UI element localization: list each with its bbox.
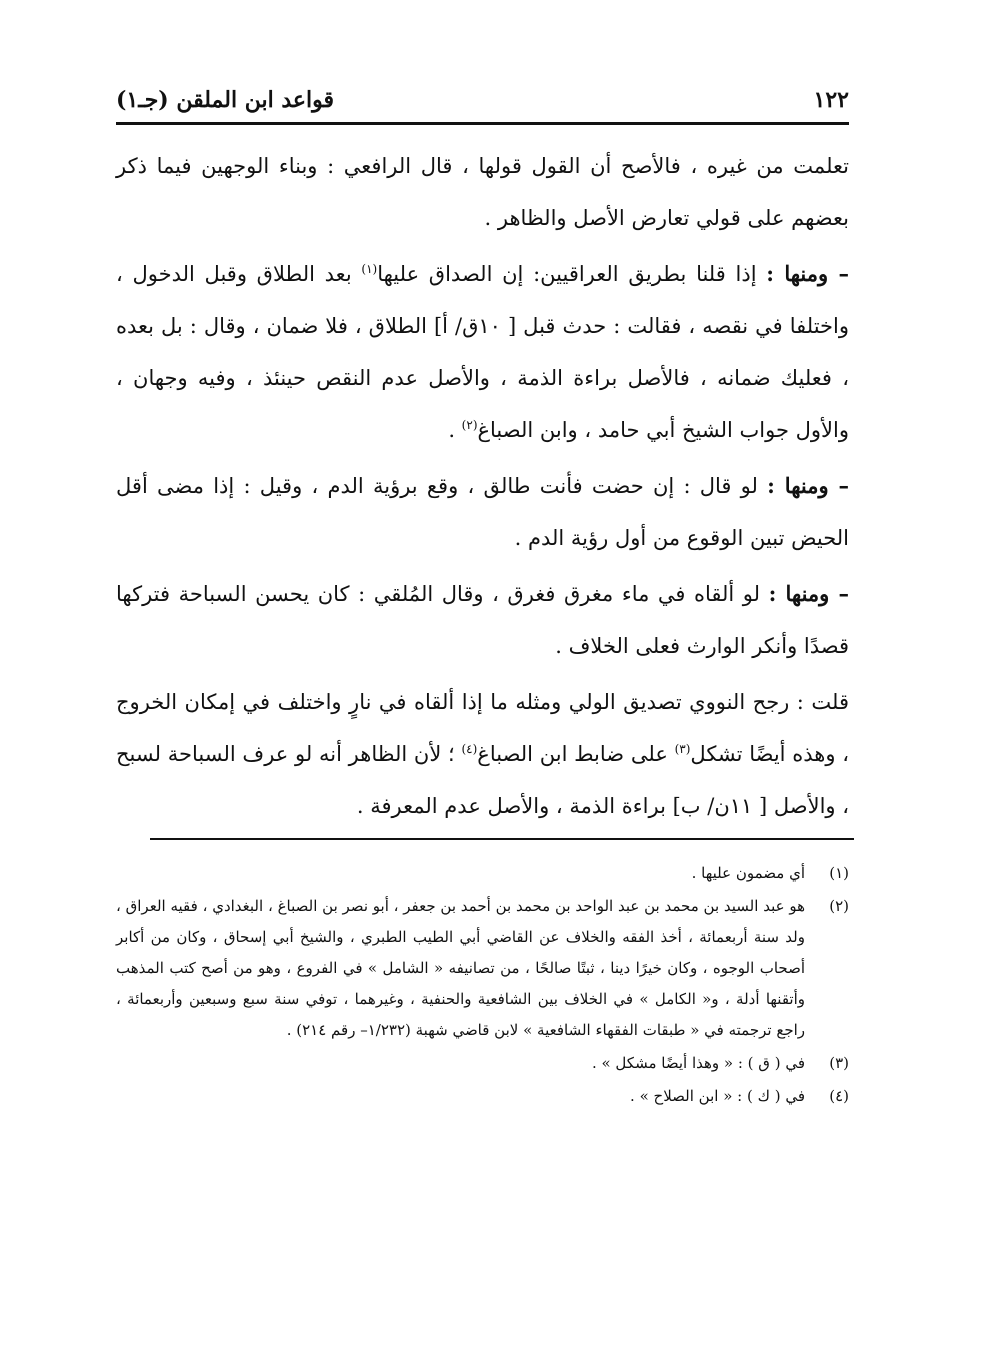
- footnote-2-number: (٢): [829, 897, 849, 915]
- paragraph-4-text: لو ألقاه في ماء مغرق فغرق ، وقال المُلقي : كان يحسن السباحة فتركها قصدًا وأنكر الوارث فعلى الخلاف .: [116, 582, 849, 658]
- paragraph-2-lead: – ومنها :: [766, 261, 849, 286]
- paragraph-2: [116, 248, 849, 456]
- footnote-4-number: (٤): [829, 1087, 849, 1105]
- paragraph-5: [116, 676, 849, 832]
- footnote-4: [116, 1081, 849, 1112]
- book-title: قواعد ابن الملقن (جـ١): [116, 87, 335, 113]
- paragraph-5-text-b: على ضابط ابن الصباغ: [477, 742, 675, 766]
- footnote-2-text: هو عبد السيد بن محمد بن عبد الواحد بن محمد بن أحمد بن جعفر ، أبو نصر بن الصباغ ، البغدادي ، فقيه العراق ، ولد سنة أربعمائة ، أخذ الفقه والخلاف عن القاضي أبي الطيب الطبري ، والشيخ أبي إسحاق ، وكان من أكابر أصحاب الوجوه ، وكان خيرًا دينا ، ثبتًا صالحًا ، من تصانيفه « الشامل » في الفروع ، وهو من أصح كتب المذهب وأتقنها أدلة ، و« الكامل » في الخلاف بين الشافعية والحنفية ، وغيرهما ، توفي سنة سبع وسبعين وأربعمائة ، راجع ترجمته في « طبقات الفقهاء الشافعية » لابن قاضي شهبة (١/٢٣٢– رقم ٢١٤) .: [116, 897, 805, 1039]
- footnote-3: [116, 1048, 849, 1079]
- paragraph-5-text-c: ؛ لأن الظاهر أنه لو عرف السباحة لسبح ، والأصل [ ١١ن/ ب] براءة الذمة ، والأصل عدم المعرفة .: [116, 742, 849, 818]
- footnote-3-text: في ( ق ) : « وهذا أيضًا مشكل » .: [591, 1054, 805, 1072]
- footnote-ref-3: (٣): [674, 742, 691, 756]
- footnote-separator: [150, 838, 854, 840]
- footnote-1-text: أي مضمون عليها .: [691, 864, 805, 882]
- footnote-ref-1: (١): [361, 262, 378, 276]
- footnote-2: [116, 891, 849, 1046]
- paragraph-4: [116, 568, 849, 672]
- footnotes: [116, 858, 849, 1114]
- footnote-ref-4: (٤): [461, 742, 478, 756]
- footnote-ref-2: (٢): [461, 418, 478, 432]
- paragraph-2-text-c: .: [448, 418, 462, 442]
- paragraph-3: [116, 460, 849, 564]
- paragraph-3-text: لو قال : إن حضت فأنت طالق ، وقع برؤية الدم ، وقيل : إذا مضى أقل الحيض تبين الوقوع من أول رؤية الدم .: [116, 474, 849, 550]
- main-text: [116, 140, 849, 836]
- paragraph-4-lead: – ومنها :: [768, 581, 849, 606]
- header-rule: [116, 122, 849, 125]
- paragraph-2-text-a: إذا قلنا بطريق العراقيين: إن الصداق عليها: [377, 262, 767, 286]
- page-number: ١٢٢: [813, 87, 849, 113]
- footnote-1: [116, 858, 849, 889]
- paragraph-3-lead: – ومنها :: [767, 473, 849, 498]
- running-header: [116, 82, 849, 118]
- paragraph-2-text-b: بعد الطلاق وقبل الدخول ، واختلفا في نقصه ، فقالت : حدث قبل [ ١٠ق/ أ] الطلاق ، فلا ضمان ، وقال : بل بعده ، فعليك ضمانه ، فالأصل براءة الذمة ، والأصل عدم النقص حينئذ ، وفيه وجهان ، والأول جواب الشيخ أبي حامد ، وابن الصباغ: [116, 262, 849, 442]
- paragraph-1: تعلمت من غيره ، فالأصح أن القول قولها ، قال الرافعي : وبناء الوجهين فيما ذكر بعضهم على قولي تعارض الأصل والظاهر .: [116, 154, 849, 230]
- footnote-4-text: في ( ك ) : « ابن الصلاح » .: [630, 1087, 805, 1105]
- footnote-3-number: (٣): [829, 1054, 849, 1072]
- footnote-1-number: (١): [829, 864, 849, 882]
- paragraph-5-text-a: قلت : رجح النووي تصديق الولي ومثله ما إذا ألقاه في نارٍ واختلف في إمكان الخروج ، وهذه أيضًا تشكل: [116, 690, 849, 766]
